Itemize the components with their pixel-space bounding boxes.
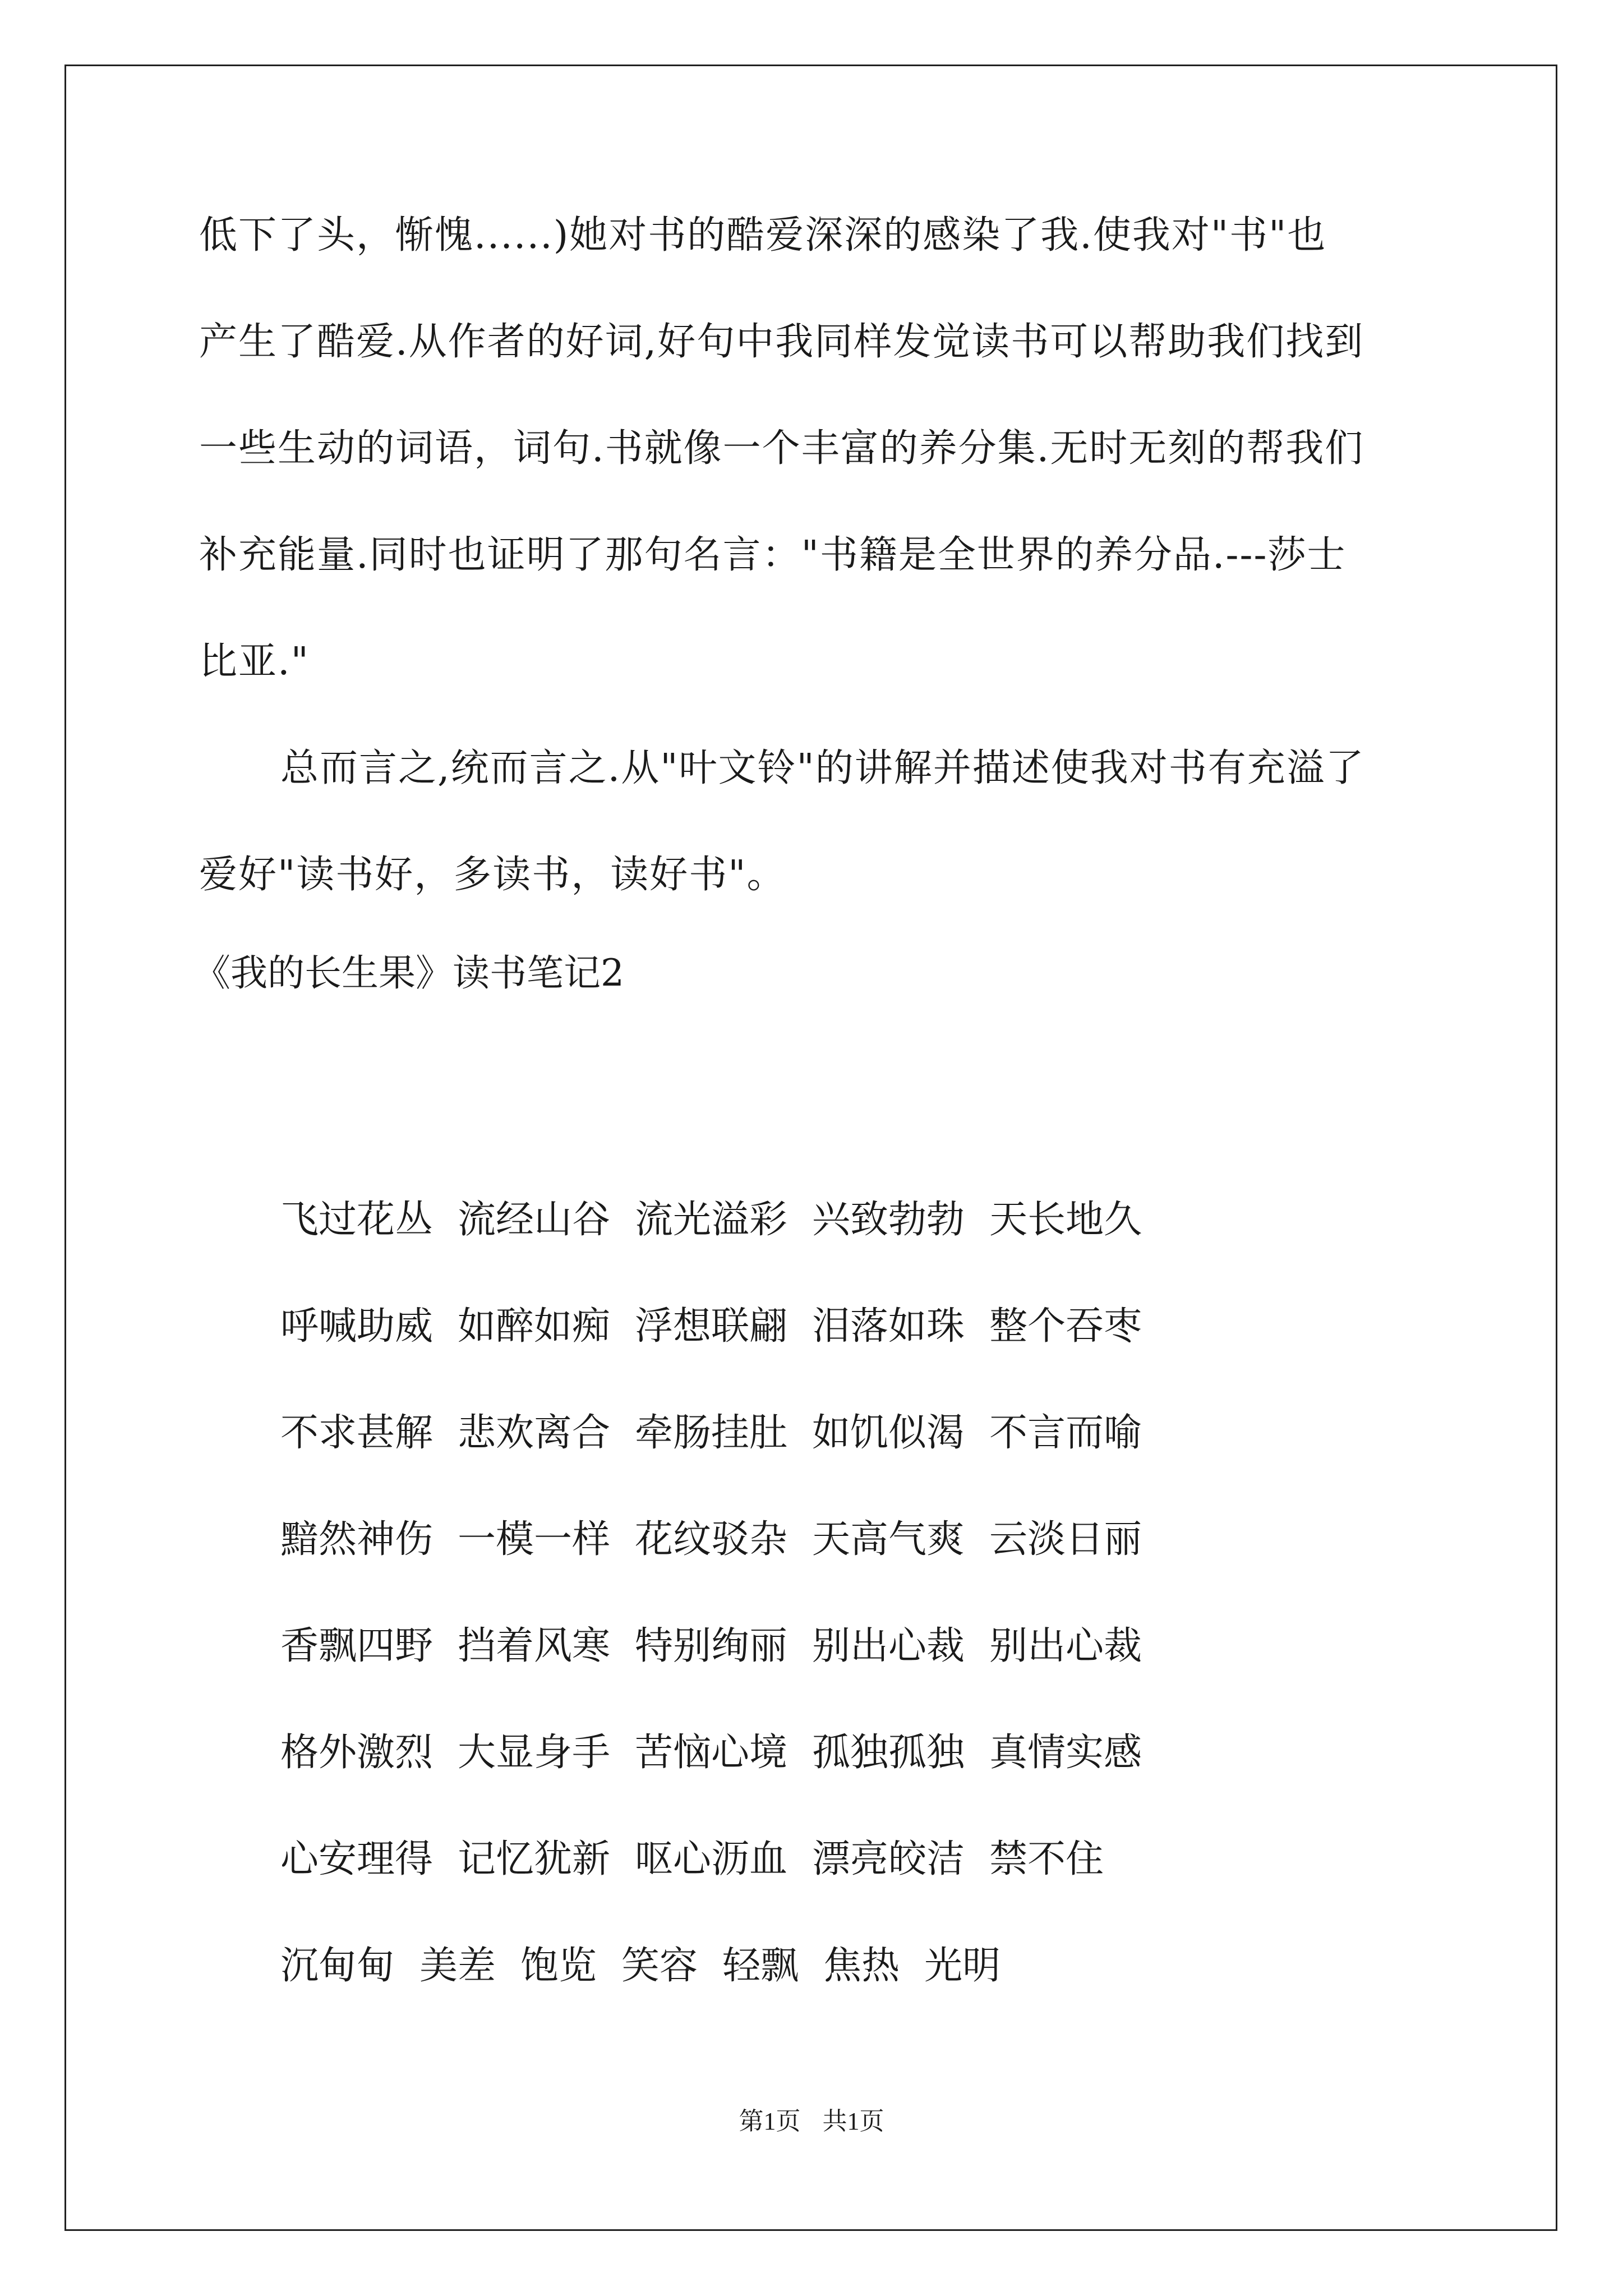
word: 天高气爽 — [812, 1517, 965, 1562]
word: 别出心裁 — [812, 1624, 965, 1668]
word: 呼喊助威 — [280, 1304, 434, 1349]
page-number: 第1页 — [739, 2108, 801, 2135]
word: 苦恼心境 — [635, 1731, 788, 1775]
word: 饱览 — [520, 1944, 597, 1988]
word: 云淡日丽 — [989, 1517, 1142, 1562]
word: 不言而喻 — [989, 1411, 1142, 1455]
word: 格外激烈 — [280, 1731, 434, 1775]
word: 笑容 — [621, 1944, 698, 1988]
word: 轻飘 — [722, 1944, 799, 1988]
word: 孤独孤独 — [812, 1731, 965, 1775]
word: 香飘四野 — [280, 1624, 434, 1668]
word: 禁不住 — [989, 1837, 1104, 1881]
word: 记忆犹新 — [458, 1837, 611, 1881]
word-row — [280, 1837, 1104, 1882]
word-row — [280, 1624, 1142, 1669]
word: 流光溢彩 — [635, 1198, 788, 1242]
word: 黯然神伤 — [280, 1517, 434, 1562]
paragraph2-line: 爱好"读书好，多读书，读好书"。 — [199, 853, 786, 897]
word: 如醉如痴 — [458, 1304, 611, 1349]
paragraph2-line: 总而言之,统而言之.从"叶文铃"的讲解并描述使我对书有充溢了 — [280, 746, 1365, 790]
word: 流经山谷 — [458, 1198, 611, 1242]
section-heading: 《我的长生果》读书笔记2 — [193, 951, 624, 995]
word-row — [280, 1731, 1142, 1775]
word: 光明 — [924, 1944, 1001, 1988]
word: 美差 — [419, 1944, 496, 1988]
word: 花纹驳杂 — [635, 1517, 788, 1562]
word: 整个吞枣 — [989, 1304, 1142, 1349]
paragraph1-line: 一些生动的词语，词句.书就像一个丰富的养分集.无时无刻的帮我们 — [199, 426, 1364, 471]
paragraph1-line: 补充能量.同时也证明了那句名言："书籍是全世界的养分品.---莎士 — [199, 533, 1347, 577]
word: 飞过花丛 — [280, 1198, 434, 1242]
paragraph1-line: 低下了头，惭愧......)她对书的酷爱深深的感染了我.使我对"书"也 — [199, 213, 1327, 257]
word-row — [280, 1304, 1142, 1349]
word: 挡着风寒 — [458, 1624, 611, 1668]
word: 呕心沥血 — [635, 1837, 788, 1881]
word: 浮想联翩 — [635, 1304, 788, 1349]
word: 别出心裁 — [989, 1624, 1142, 1668]
word: 悲欢离合 — [458, 1411, 611, 1455]
word: 沉甸甸 — [280, 1944, 395, 1988]
page-total: 共1页 — [822, 2108, 884, 2135]
word: 泪落如珠 — [812, 1304, 965, 1349]
word: 如饥似渴 — [812, 1411, 965, 1455]
paragraph1-line: 产生了酷爱.从作者的好词,好句中我同样发觉读书可以帮助我们找到 — [199, 320, 1364, 364]
word-row — [280, 1517, 1142, 1562]
word-row — [280, 1198, 1142, 1243]
page-footer — [0, 2101, 1623, 2137]
word: 漂亮皎洁 — [812, 1837, 965, 1881]
word: 特别绚丽 — [635, 1624, 788, 1668]
paragraph1-line: 比亚." — [199, 639, 310, 684]
word-row — [280, 1944, 1000, 1989]
word: 牵肠挂肚 — [635, 1411, 788, 1455]
word-row — [280, 1411, 1142, 1456]
word: 焦热 — [823, 1944, 900, 1988]
word: 兴致勃勃 — [812, 1198, 965, 1242]
page-border — [64, 65, 1557, 2231]
word: 真情实感 — [989, 1731, 1142, 1775]
word: 心安理得 — [280, 1837, 434, 1881]
word: 一模一样 — [458, 1517, 611, 1562]
word: 不求甚解 — [280, 1411, 434, 1455]
word: 天长地久 — [989, 1198, 1142, 1242]
word: 大显身手 — [458, 1731, 611, 1775]
